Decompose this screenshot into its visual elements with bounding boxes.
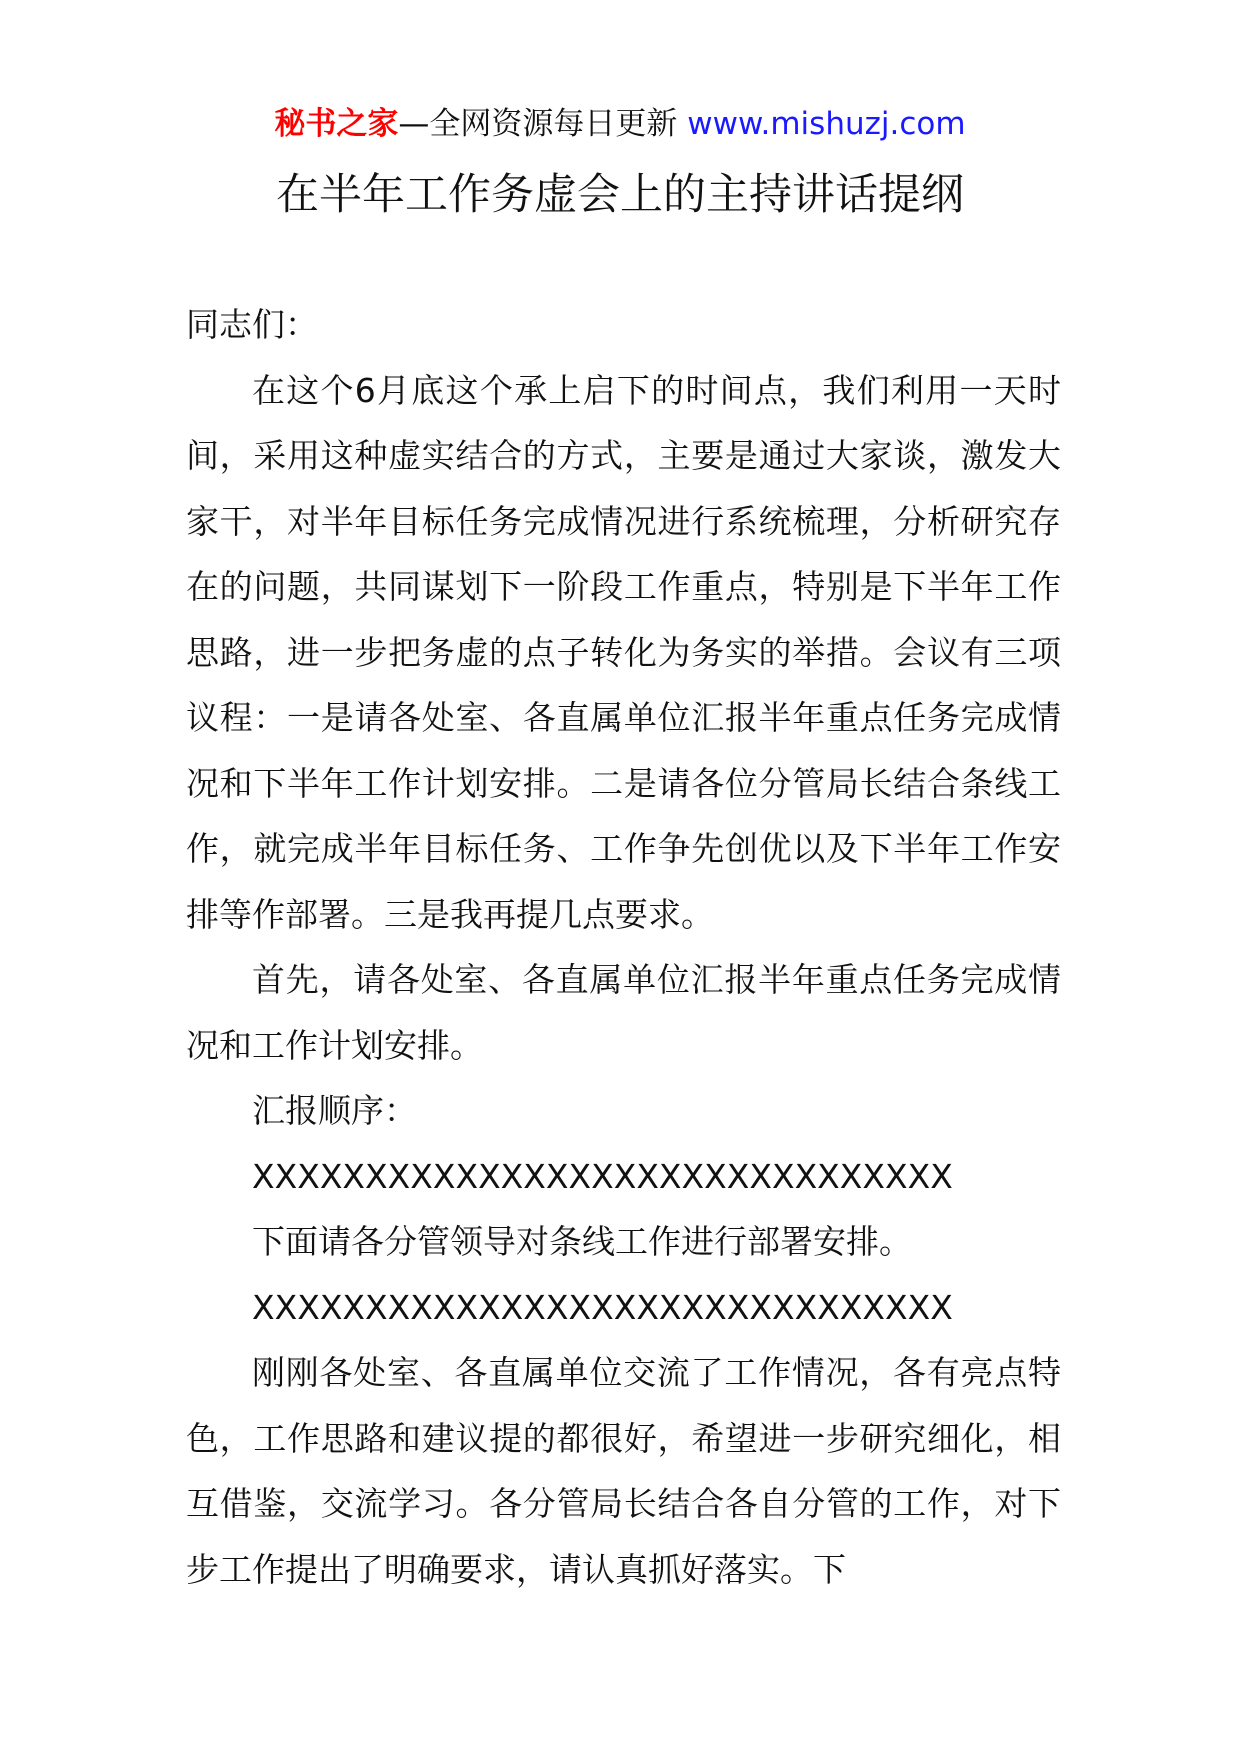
document-body xyxy=(186,292,1061,1602)
paragraph-report-order: 汇报顺序： xyxy=(252,1091,417,1130)
site-brand: 秘书之家 xyxy=(274,106,399,142)
site-tagline: —全网资源每日更新 xyxy=(398,106,678,142)
paragraph-leaders-deploy: 下面请各分管领导对条线工作进行部署安排。 xyxy=(252,1222,912,1261)
site-url-link[interactable]: www.mishuzj.com xyxy=(687,106,966,142)
site-header xyxy=(0,100,1240,148)
paragraph-opening: 在这个6月底这个承上启下的时间点，我们利用一天时间，采用这种虚实结合的方式，主要是通过大家谈，激发大家干，对半年目标任务完成情况进行系统梳理，分析研究存在的问题，共同谋划下一阶段工作重点，特别是下半年工作思路，进一步把务虚的点子转化为务实的举措。会议有三项议程：一是请各处室、各直属单位汇报半年重点任务完成情况和下半年工作计划安排。二是请各位分管局长结合条线工作，就完成半年目标任务、工作争先创优以及下半年工作安排等作部署。三是我再提几点要求。 xyxy=(186,370,1061,934)
document-title: 在半年工作务虚会上的主持讲话提纲 xyxy=(276,170,964,220)
placeholder-line: XXXXXXXXXXXXXXXXXXXXXXXXXXXXXXX xyxy=(252,1156,953,1196)
paragraph-summary: 刚刚各处室、各直属单位交流了工作情况，各有亮点特色，工作思路和建议提的都很好，希望进一步研究细化，相互借鉴，交流学习。各分管局长结合各自分管的工作，对下步工作提出了明确要求，请认真抓好落实。下 xyxy=(186,1353,1061,1589)
salutation: 同志们： xyxy=(186,305,318,344)
placeholder-line: XXXXXXXXXXXXXXXXXXXXXXXXXXXXXXX xyxy=(252,1287,953,1327)
paragraph-first-agenda: 首先，请各处室、各直属单位汇报半年重点任务完成情况和工作计划安排。 xyxy=(186,960,1061,1065)
